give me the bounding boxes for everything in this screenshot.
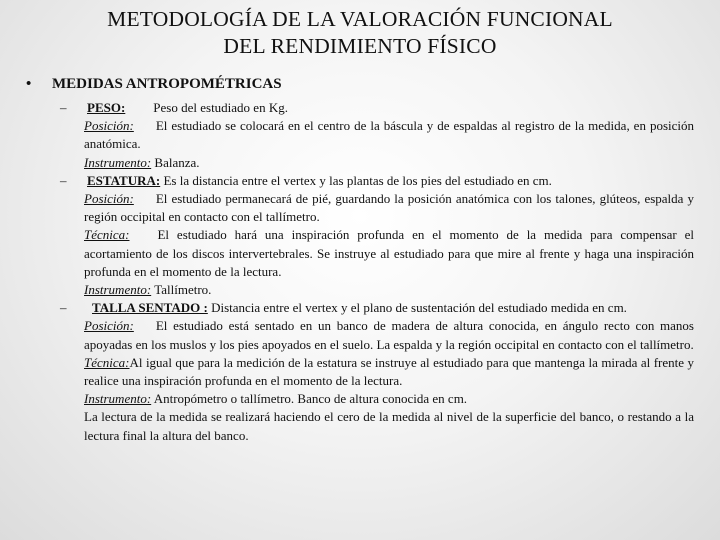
estatura-label: ESTATURA: [87,172,161,188]
posicion-text: El estudiado permanecará de pié, guardando la posición anatómica con los talones, glúteos, espalda y región occipital en contacto con el tallímetro. [84,191,694,225]
estatura-item [60,172,694,190]
instrumento-label: Instrumento: [84,282,152,298]
peso-text: Peso del estudiado en Kg. [153,100,288,115]
dash-marker: – [60,172,67,188]
talla-sentado-nota: La lectura de la medida se realizará haciendo el cero de la medida al nivel de la superficie del banco, o restando a la lectura final la altura del banco. [84,409,694,443]
instrumento-label: Instrumento: [84,391,152,407]
talla-sentado-posicion [84,317,694,353]
posicion-label: Posición: [84,318,134,334]
tecnica-text: El estudiado hará una inspiración profunda en el momento de la medida para compensar el acortamiento de los discos intervertebrales. Se instruye al estudiado para que mire al frente y haga una inspiración profunda en el momento de la lectura. [84,227,694,279]
estatura-tecnica [84,226,694,281]
instrumento-text: Balanza. [154,154,200,170]
talla-sentado-label: TALLA SENTADO : [92,300,208,316]
peso-posicion [84,117,694,153]
posicion-label: Posición: [84,118,134,134]
title-line-2: DEL RENDIMIENTO FÍSICO [223,34,497,58]
bullet-heading: MEDIDAS ANTROPOMÉTRICAS [52,76,282,92]
instrumento-label: Instrumento: [84,154,152,170]
peso-label: PESO: [87,100,126,115]
posicion-label: Posición: [84,191,134,207]
estatura-text: Es la distancia entre el vertex y las plantas de los pies del estudiado en cm. [163,172,552,188]
dash-marker: – [60,100,67,115]
peso-instrumento [84,154,694,172]
tecnica-label: Técnica: [84,354,130,370]
talla-sentado-tecnica [84,354,694,390]
posicion-text: El estudiado se colocará en el centro de la báscula y de espaldas al registro de la medida, en posición anatómica. [84,118,694,152]
estatura-instrumento [84,281,694,299]
tecnica-text: Al igual que para la medición de la estatura se instruye al estudiado para que mantenga la mirada al frente y realice una inspiración profunda en el momento de la lectura. [84,354,694,389]
slide-title [0,6,720,60]
dash-marker: – [60,300,67,316]
talla-sentado-instrumento [84,390,694,408]
content-body [60,99,694,445]
title-line-1: METODOLOGÍA DE LA VALORACIÓN FUNCIONAL [107,7,613,31]
bullet-dot: • [26,76,32,92]
tecnica-label: Técnica: [84,227,130,243]
talla-sentado-text: Distancia entre el vertex y el plano de sustentación del estudiado medida en cm. [211,300,627,316]
talla-sentado-item [60,299,694,317]
instrumento-text: Tallímetro. [154,282,212,298]
instrumento-text: Antropómetro o tallímetro. Banco de altura conocida en cm. [153,391,468,407]
peso-item [60,99,694,117]
estatura-posicion [84,190,694,226]
posicion-text: El estudiado está sentado en un banco de madera de altura conocida, en ángulo recto con manos apoyadas en los muslos y los pies apoyados en el suelo. La espalda y la región occipital en contacto con el tallímetro. [84,318,694,352]
